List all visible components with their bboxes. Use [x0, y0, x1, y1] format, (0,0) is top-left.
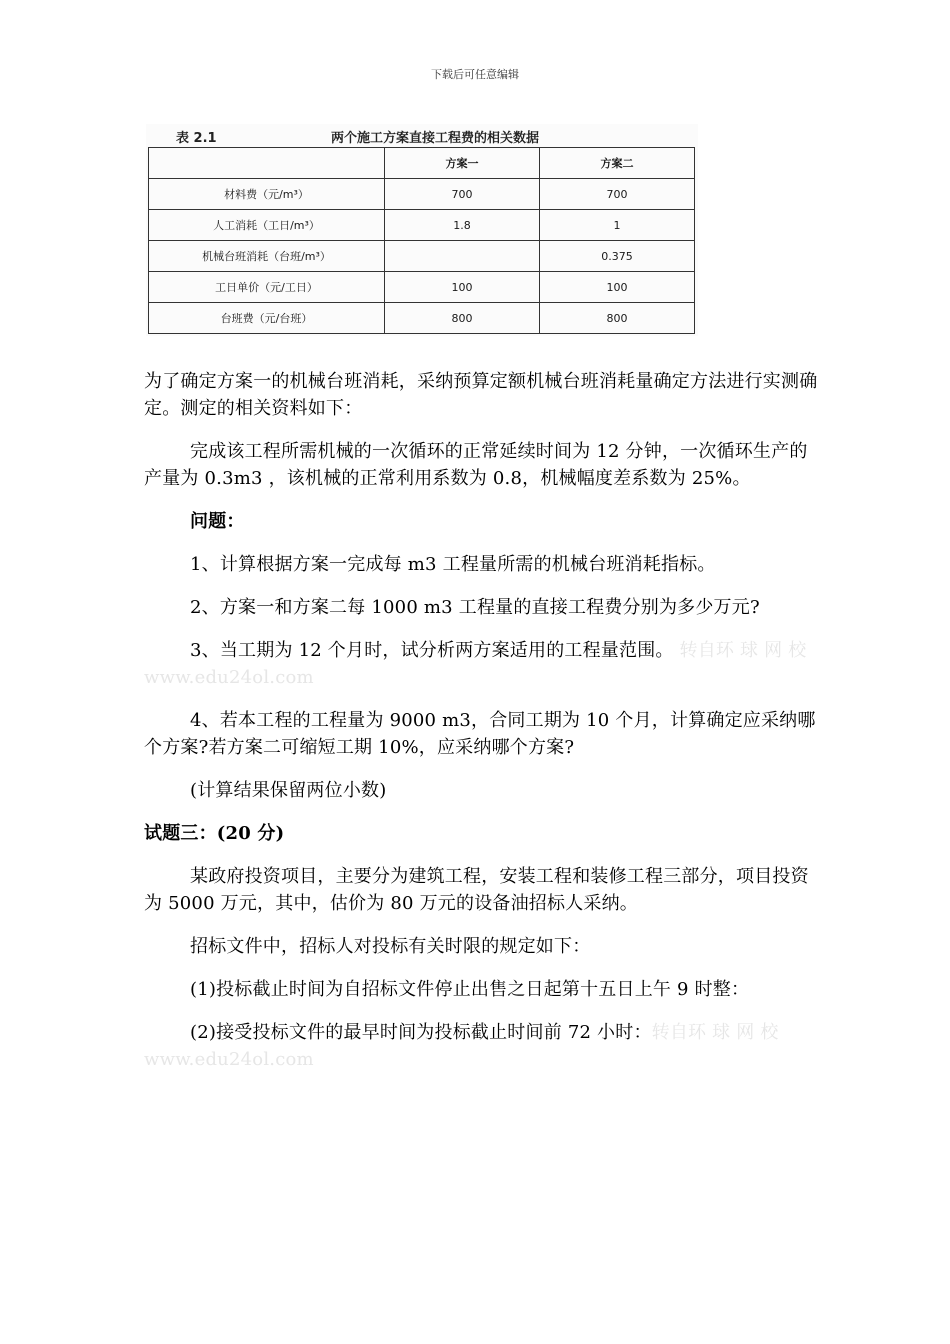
table-row [149, 179, 695, 210]
row-label: 台班费（元/台班） [149, 303, 385, 334]
watermark-text: 转自环 球 网 校 www.edu24ol.com [144, 1022, 779, 1070]
cell-plan2: 0.375 [540, 241, 695, 272]
cell-plan1: 100 [385, 272, 540, 303]
paragraph: 某政府投资项目，主要分为建筑工程，安装工程和装修工程三部分，项目投资为 5000 万元，其中，估价为 80 万元的设备油招标人采纳。 [144, 866, 809, 914]
table-row [149, 210, 695, 241]
watermark-text: 转自环 球 网 校 www.edu24ol.com [144, 640, 807, 688]
paragraph-text: (2)接受投标文件的最早时间为投标截止时间前 72 小时： [190, 1022, 652, 1043]
cell-plan2: 100 [540, 272, 695, 303]
cell-plan2: 1 [540, 210, 695, 241]
header-empty-cell [149, 148, 385, 179]
paragraph: 完成该工程所需机械的一次循环的正常延续时间为 12 分钟，一次循环生产的产量为 0.3m3 ，该机械的正常利用系数为 0.8，机械幅度差系数为 25%。 [144, 441, 808, 489]
header-plan1: 方案一 [385, 148, 540, 179]
question-item: 2、方案一和方案二每 1000 m3 工程量的直接工程费分别为多少万元? [190, 597, 760, 618]
document-body [144, 368, 824, 1089]
paragraph: 招标文件中，招标人对投标有关时限的规定如下： [190, 936, 591, 957]
cell-plan1: 700 [385, 179, 540, 210]
question-text: 3、当工期为 12 个月时，试分析两方案适用的工程量范围。 [190, 640, 674, 661]
cell-plan1 [385, 241, 540, 272]
table-row [149, 272, 695, 303]
table-title: 两个施工方案直接工程费的相关数据 [331, 131, 540, 146]
table-number: 表 2.1 [176, 131, 217, 146]
data-table [148, 147, 695, 334]
cell-plan2: 700 [540, 179, 695, 210]
row-label: 人工消耗（工日/m³） [149, 210, 385, 241]
note: (计算结果保留两位小数) [190, 780, 387, 801]
table-caption [146, 127, 698, 145]
question-item: 4、若本工程的工程量为 9000 m3，合同工期为 10 个月，计算确定应采纳哪个方案?若方案二可缩短工期 10%，应采纳哪个方案? [144, 710, 816, 758]
question-item [144, 637, 824, 691]
row-label: 工日单价（元/工日） [149, 272, 385, 303]
paragraph: 为了确定方案一的机械台班消耗，采纳预算定额机械台班消耗量确定方法进行实测确定。测定的相关资料如下： [144, 371, 818, 419]
cell-plan2: 800 [540, 303, 695, 334]
section-heading: 试题三：(20 分) [144, 823, 285, 844]
table-header-row [149, 148, 695, 179]
questions-heading: 问题： [190, 511, 245, 532]
page-header: 下载后可任意编辑 [431, 68, 519, 81]
table-row [149, 303, 695, 334]
header-plan2: 方案二 [540, 148, 695, 179]
row-label: 材料费（元/m³） [149, 179, 385, 210]
question-item: 1、计算根据方案一完成每 m3 工程量所需的机械台班消耗指标。 [190, 554, 716, 575]
cell-plan1: 800 [385, 303, 540, 334]
cell-plan1: 1.8 [385, 210, 540, 241]
paragraph: (1)投标截止时间为自招标文件停止出售之日起第十五日上午 9 时整： [190, 979, 750, 1000]
paragraph [144, 1019, 824, 1073]
table-row [149, 241, 695, 272]
row-label: 机械台班消耗（台班/m³） [149, 241, 385, 272]
